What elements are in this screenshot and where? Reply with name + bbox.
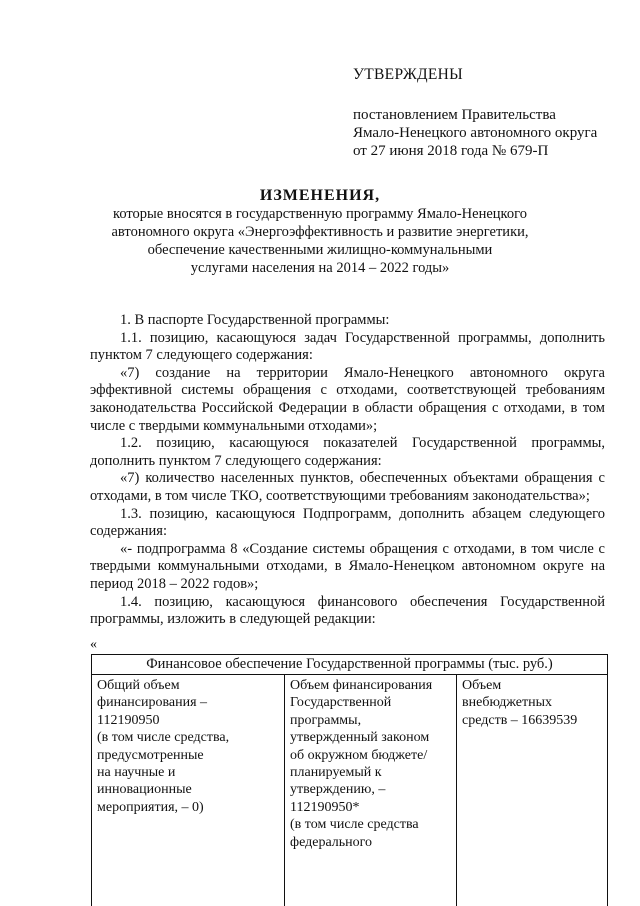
cell-line: финансирования –	[97, 695, 208, 711]
opening-quote: «	[90, 637, 97, 652]
paragraph: 1.1. позицию, касающуюся задач Государственной программы, дополнить пунктом 7 следующего содержания:	[90, 329, 605, 364]
cell-line: (в том числе средства	[290, 817, 419, 833]
paragraph: 1.4. позицию, касающуюся финансового обеспечения Государственной программы, изложить в следующей редакции:	[90, 593, 605, 628]
cell-line: 112190950*	[290, 799, 360, 815]
cell-line: на научные и	[97, 765, 176, 781]
cell-line: средств – 16639539	[462, 712, 578, 728]
cell-line: 112190950	[97, 712, 160, 728]
paragraph: «- подпрограмма 8 «Создание системы обращения с отходами, в том числе с твердыми коммунальными отходами, в Ямало-Ненецком автономном округе на период 2018 – 2022 годов»;	[90, 540, 605, 592]
financing-table	[91, 654, 608, 906]
paragraph: 1. В паспорте Государственной программы:	[120, 312, 390, 328]
cell-line: федерального	[290, 834, 373, 850]
table-cell-total-financing	[92, 675, 285, 906]
cell-line: Объем финансирования	[290, 678, 433, 693]
document-heading	[100, 187, 540, 277]
approval-title: УТВЕРЖДЕНЫ	[353, 66, 463, 83]
cell-line: предусмотренные	[97, 747, 204, 763]
document-title: ИЗМЕНЕНИЯ,	[259, 187, 381, 204]
paragraph: 1.3. позицию, касающуюся Подпрограмм, дополнить абзацем следующего содержания:	[90, 505, 605, 540]
subtitle-line: которые вносятся в государственную программу Ямало-Ненецкого	[113, 206, 527, 222]
paragraph: «7) создание на территории Ямало-Ненецкого автономного округа эффективной системы обращения с отходами, соответствующей требованиям законодательства Российской Федерации в области обращения с отходами, в том числе с твердыми коммунальными отходами»;	[90, 364, 605, 434]
cell-line: Общий объем	[97, 678, 180, 693]
cell-line: утвержденный законом	[290, 730, 430, 746]
approval-line: от 27 июня 2018 года № 679-П	[353, 143, 549, 159]
document-body	[90, 312, 605, 629]
cell-line: Объем	[462, 678, 502, 693]
cell-line: мероприятия, – 0)	[97, 799, 204, 815]
cell-line: инновационные	[97, 782, 192, 798]
paragraph: 1.2. позицию, касающуюся показателей Государственной программы, дополнить пунктом 7 следующего содержания:	[90, 435, 605, 469]
cell-line: внебюджетных	[462, 695, 553, 711]
table-cell-program-financing	[285, 675, 457, 906]
subtitle-line: автономного округа «Энергоэффективность и развитие энергетики,	[111, 224, 529, 240]
cell-line: об окружном бюджете/	[290, 747, 428, 763]
cell-line: (в том числе средства,	[97, 730, 230, 746]
table-header: Финансовое обеспечение Государственной программы (тыс. руб.)	[92, 655, 607, 675]
approval-block	[353, 66, 603, 160]
approval-line: постановлением Правительства	[353, 107, 556, 123]
subtitle-line: обеспечение качественными жилищно-коммунальными	[147, 242, 493, 258]
approval-line: Ямало-Ненецкого автономного округа	[353, 125, 598, 141]
cell-line: планируемый к	[290, 765, 382, 781]
cell-line: утверждению, –	[290, 782, 386, 798]
subtitle-line: услугами населения на 2014 – 2022 годы»	[190, 260, 450, 276]
table-cell-extrabudgetary	[457, 675, 607, 906]
cell-line: программы,	[290, 712, 362, 728]
paragraph: «7) количество населенных пунктов, обеспеченных объектами обращения с отходами, в том числе ТКО, соответствующими требованиям законодательства»;	[90, 470, 605, 504]
cell-line: Государственной	[290, 695, 392, 711]
